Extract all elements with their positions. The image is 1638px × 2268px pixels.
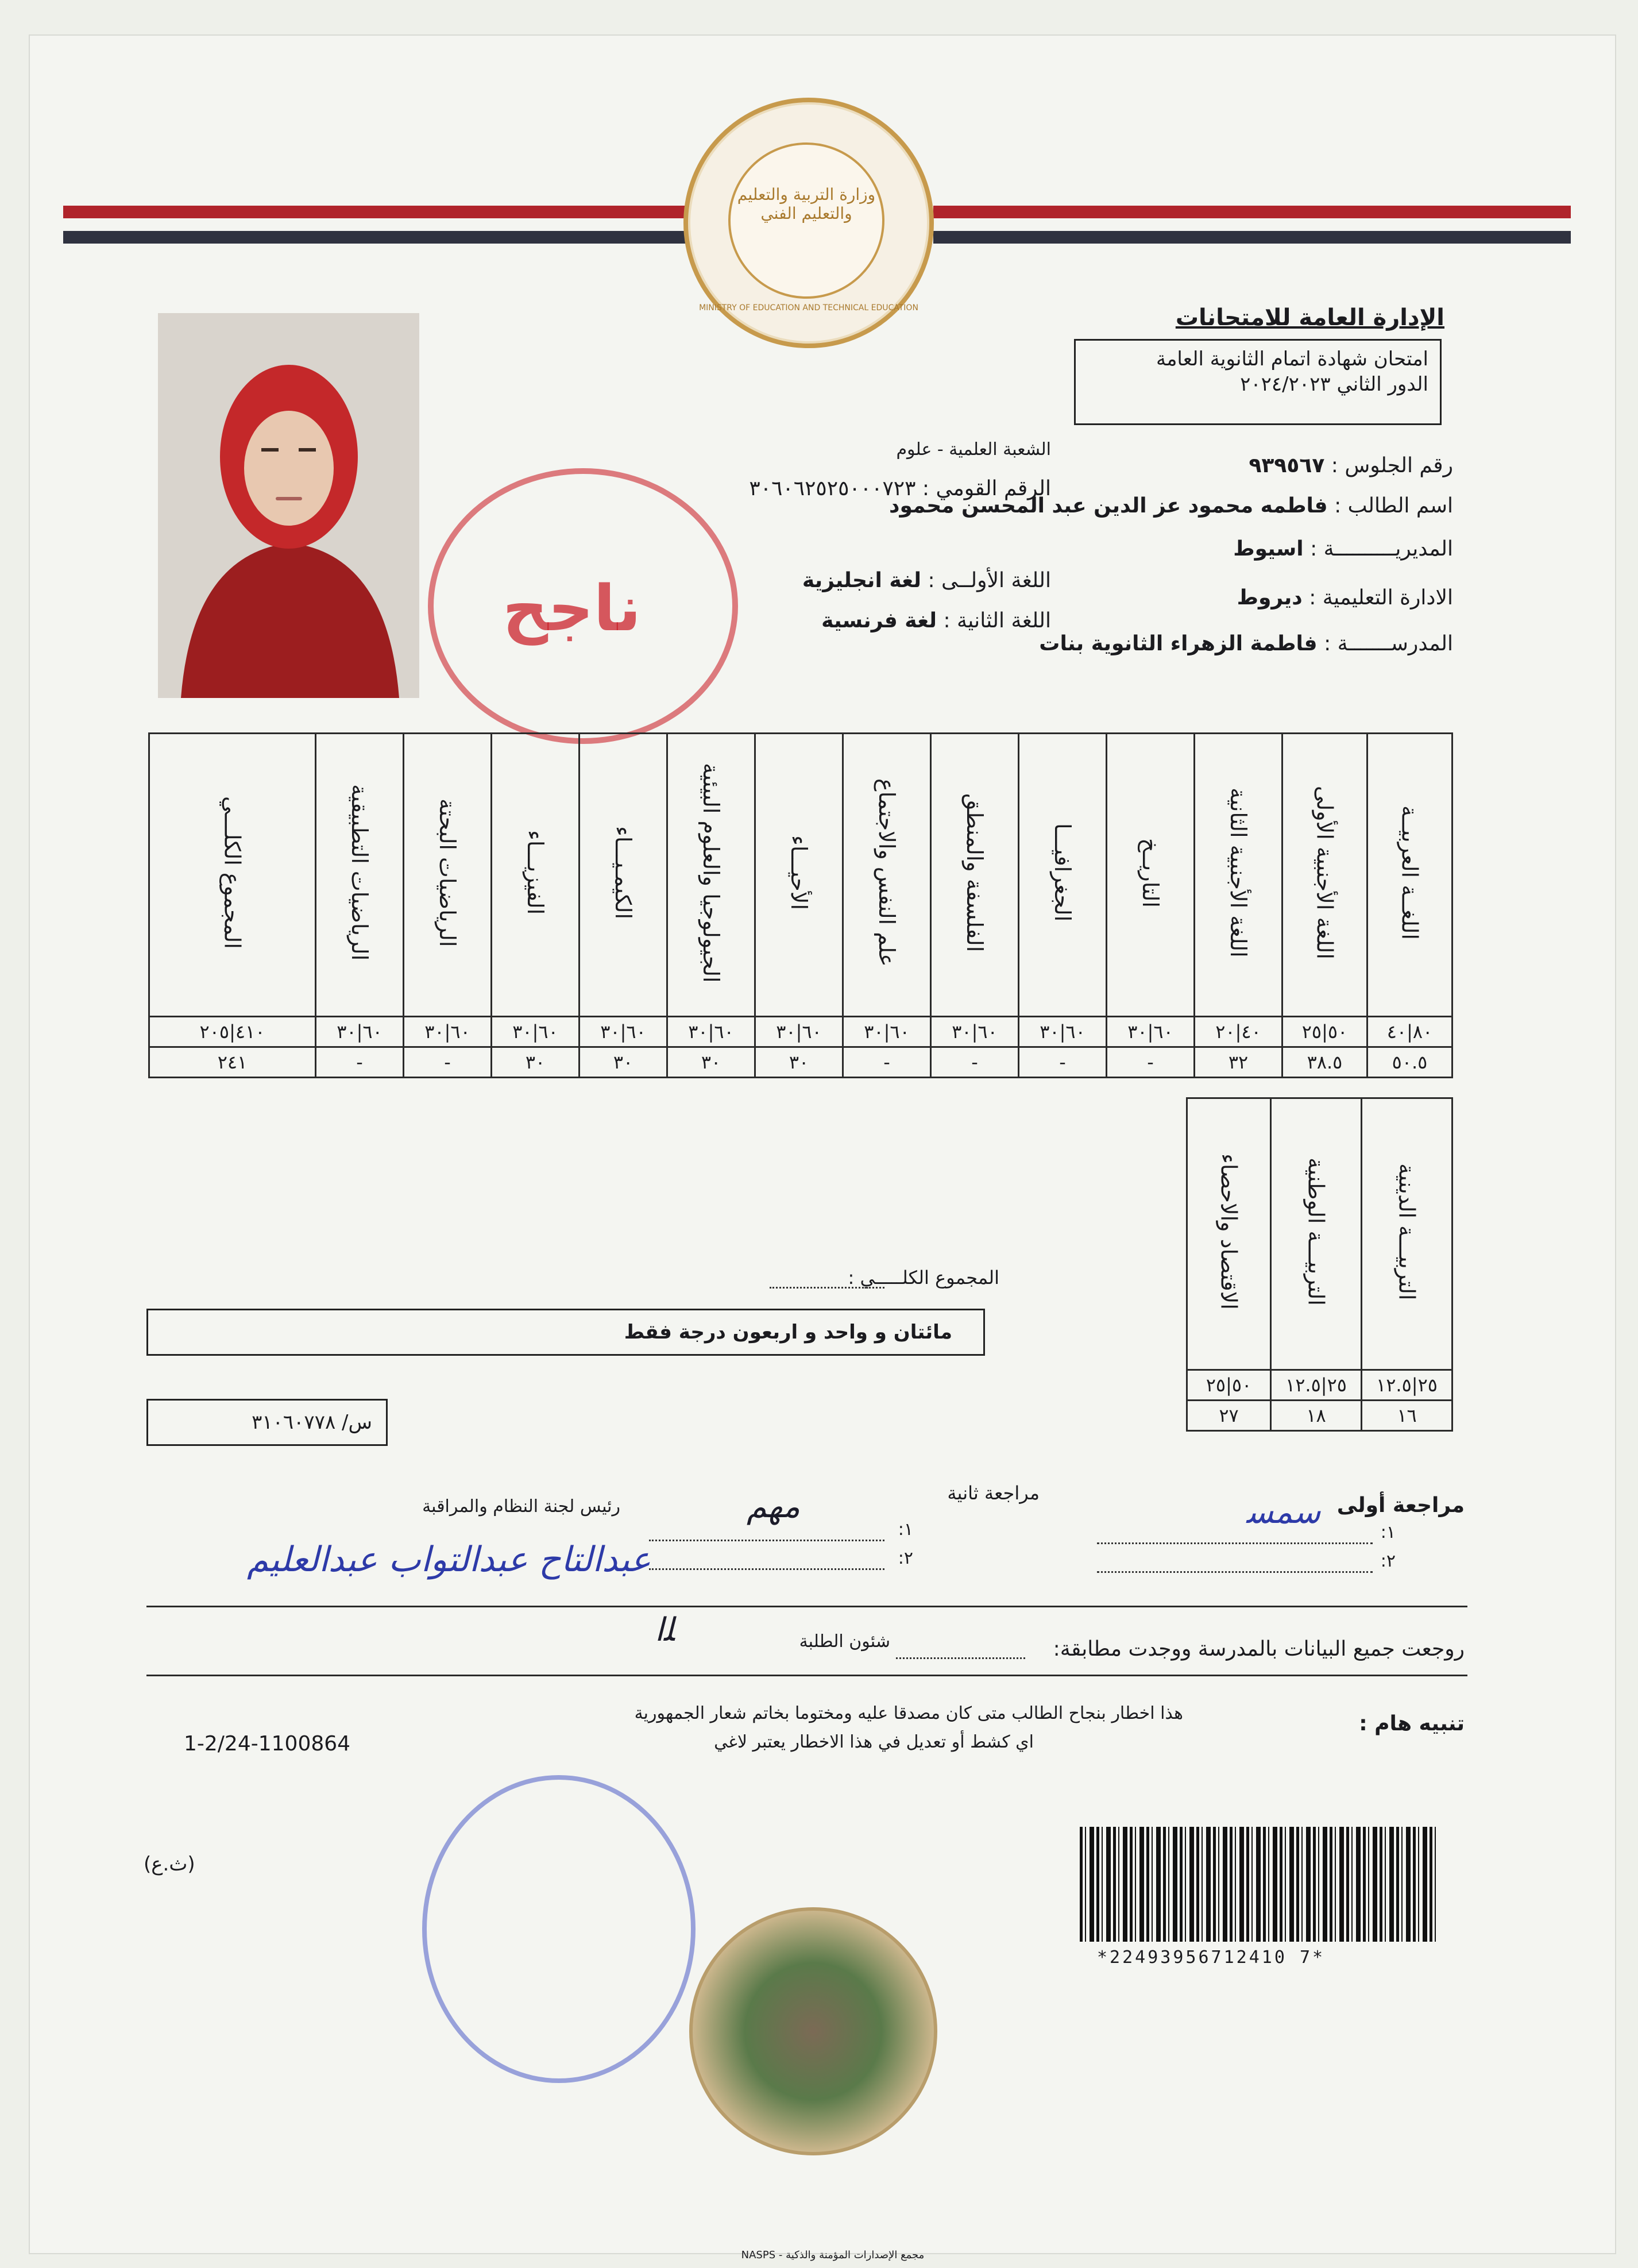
subject-header: الرياضيات البحتة bbox=[404, 734, 492, 1017]
max-min-cell: ٦٠|٣٠ bbox=[404, 1017, 492, 1047]
total-words: مائتان و واحد و اربعون درجة فقط bbox=[624, 1321, 952, 1344]
max-min-cell: ٦٠|٣٠ bbox=[316, 1017, 404, 1047]
first-review-signature: ﺳﻤﺴ bbox=[1246, 1494, 1321, 1531]
footer-text: مجمع الإصدارات المؤمنة والذكية - NASPS bbox=[741, 2249, 925, 2261]
score-cell: - bbox=[843, 1047, 931, 1078]
subject-header: اللغة الأجنبية الثانية bbox=[1195, 734, 1282, 1017]
score-cell: ٣٠ bbox=[580, 1047, 667, 1078]
subject-header: الأحيـــاء bbox=[755, 734, 843, 1017]
subject-header: الجيولوجيا والعلوم البيئية bbox=[667, 734, 755, 1017]
name-value: فاطمه محمود عز الدين عبد المحسن محمود bbox=[889, 494, 1328, 518]
max-min-cell: ٦٠|٣٠ bbox=[580, 1017, 667, 1047]
serial-number: س/ ٣١٠٦٠٧٧٨ bbox=[252, 1411, 372, 1434]
score-cell: ٣٠ bbox=[755, 1047, 843, 1078]
barcode-number: *22493956712410 7* bbox=[1097, 1947, 1326, 1968]
official-stamp bbox=[422, 1775, 696, 2083]
national-id-row bbox=[632, 477, 1051, 500]
lang2-value: لغة فرنسية bbox=[821, 609, 937, 632]
subject-header: اللغة الأجنبية الأولى bbox=[1282, 734, 1367, 1017]
score-cell: ٣٠ bbox=[667, 1047, 755, 1078]
section-divider-2 bbox=[146, 1675, 1467, 1676]
extra-max-min-cell: ٥٠|٢٥ bbox=[1187, 1370, 1271, 1401]
committee-head-label: رئيس لجنة النظام والمراقبة bbox=[422, 1496, 620, 1517]
exam-line2: الدور الثاني ٢٠٢٤/٢٠٢٣ bbox=[1240, 373, 1428, 396]
extra-score-cell: ٢٧ bbox=[1187, 1401, 1271, 1431]
first-review-n1: ١: bbox=[1380, 1522, 1396, 1542]
notice-line2: اي كشط أو تعديل في هذا الاخطار يعتبر لاغي bbox=[714, 1732, 1034, 1752]
max-min-cell: ٦٠|٣٠ bbox=[931, 1017, 1019, 1047]
student-affairs-label: شئون الطلبة bbox=[799, 1631, 890, 1652]
subject-header: الفيزيـــاء bbox=[492, 734, 580, 1017]
student-portrait-icon bbox=[158, 313, 419, 698]
directorate-value: اسيوط bbox=[1233, 537, 1304, 561]
extra-max-min-cell: ٢٥|١٢.٥ bbox=[1362, 1370, 1452, 1401]
max-min-cell: ٦٠|٣٠ bbox=[492, 1017, 580, 1047]
subject-header: التاريــخ bbox=[1107, 734, 1195, 1017]
total-label-dots bbox=[770, 1287, 884, 1289]
score-cell: ٣٢ bbox=[1195, 1047, 1282, 1078]
department-title: الإدارة العامة للامتحانات bbox=[1175, 304, 1444, 331]
pass-stamp-text: ناجح bbox=[503, 572, 642, 645]
name-label: اسم الطالب : bbox=[1334, 494, 1453, 518]
extra-grades-table bbox=[1186, 1097, 1453, 1432]
exam-box bbox=[1074, 339, 1442, 425]
notice-line1: هذا اخطار بنجاح الطالب متى كان مصدقا عليه ومختوما بخاتم شعار الجمهورية bbox=[634, 1703, 1183, 1723]
serial-box bbox=[146, 1399, 388, 1446]
extra-subject-header: الاقتصاد والاحصاء bbox=[1187, 1098, 1271, 1370]
score-cell: - bbox=[316, 1047, 404, 1078]
national-label: الرقم القومي : bbox=[922, 477, 1051, 500]
max-min-cell: ٦٠|٣٠ bbox=[667, 1017, 755, 1047]
score-cell: ٥٠.٥ bbox=[1367, 1047, 1452, 1078]
seat-value: ٩٣٩٥٦٧ bbox=[1249, 454, 1325, 477]
score-cell: - bbox=[931, 1047, 1019, 1078]
te-mark: (ث.ع) bbox=[144, 1853, 195, 1876]
max-min-cell: ٤١٠|٢٠٥ bbox=[149, 1017, 316, 1047]
score-cell: ٢٤١ bbox=[149, 1047, 316, 1078]
second-review-line1 bbox=[649, 1540, 884, 1541]
lang1-value: لغة انجليزية bbox=[802, 569, 921, 592]
second-review-label: مراجعة ثانية bbox=[947, 1482, 1040, 1504]
extra-score-cell: ١٨ bbox=[1271, 1401, 1362, 1431]
subject-header: الرياضيات التطبيقية bbox=[316, 734, 404, 1017]
ministry-logo bbox=[683, 98, 934, 348]
logo-text-ar: وزارة التربية والتعليم والتعليم الفني bbox=[737, 185, 876, 223]
section-divider bbox=[146, 1606, 1467, 1607]
max-min-cell: ٦٠|٣٠ bbox=[1107, 1017, 1195, 1047]
exam-line1: امتحان شهادة اتمام الثانوية العامة bbox=[1156, 348, 1428, 371]
barcode bbox=[1080, 1827, 1436, 1942]
grades-table bbox=[148, 732, 1453, 1078]
subject-header: الجغرافيـــا bbox=[1019, 734, 1107, 1017]
header-stripe-dark-right bbox=[933, 231, 1571, 244]
verified-label: روجعت جميع البيانات بالمدرسة ووجدت مطابقة: bbox=[1053, 1637, 1465, 1661]
lang1-label: اللغة الأولــى : bbox=[928, 569, 1051, 592]
logo-text-en: MINISTRY OF EDUCATION AND TECHNICAL EDUCATION bbox=[699, 303, 918, 313]
first-review-line1 bbox=[1097, 1542, 1373, 1544]
total-words-box bbox=[146, 1309, 985, 1356]
score-cell: ٣٠ bbox=[492, 1047, 580, 1078]
total-label: المجموع الكلـــــي : bbox=[848, 1267, 999, 1289]
extra-subject-header: التربيـــة الوطنية bbox=[1271, 1098, 1362, 1370]
directorate-row bbox=[913, 537, 1453, 561]
max-min-cell: ٤٠|٢٠ bbox=[1195, 1017, 1282, 1047]
lang1-row bbox=[660, 569, 1051, 592]
header-stripe-red-left bbox=[63, 206, 689, 218]
school-label: المدرســـــــة : bbox=[1324, 632, 1453, 655]
lang2-row bbox=[660, 609, 1051, 632]
verified-dots bbox=[896, 1657, 1025, 1659]
directorate-label: المديريــــــــــة : bbox=[1310, 537, 1453, 561]
branch: الشعبة العلمية - علوم bbox=[896, 439, 1051, 460]
eagle-emblem-icon bbox=[728, 142, 884, 299]
max-min-cell: ٨٠|٤٠ bbox=[1367, 1017, 1452, 1047]
committee-head-signature: عبدالتاح عبدالتواب عبدالعليم bbox=[247, 1540, 651, 1580]
school-row bbox=[913, 632, 1453, 655]
header-stripe-red-right bbox=[933, 206, 1571, 218]
max-min-cell: ٥٠|٢٥ bbox=[1282, 1017, 1367, 1047]
max-min-cell: ٦٠|٣٠ bbox=[755, 1017, 843, 1047]
score-cell: - bbox=[404, 1047, 492, 1078]
max-min-cell: ٦٠|٣٠ bbox=[843, 1017, 931, 1047]
header-stripe-dark-left bbox=[63, 231, 689, 244]
first-review-n2: ٢: bbox=[1380, 1551, 1396, 1571]
first-review-label: مراجعة أولى bbox=[1336, 1494, 1465, 1517]
score-cell: - bbox=[1107, 1047, 1195, 1078]
second-review-signature: ﻣﻬﻢ bbox=[747, 1488, 801, 1525]
school-value: فاطمة الزهراء الثانوية بنات bbox=[1039, 632, 1318, 655]
student-affairs-signature: ﻠا bbox=[655, 1611, 675, 1649]
extra-score-cell: ١٦ bbox=[1362, 1401, 1452, 1431]
notice-code: 1-2/24-1100864 bbox=[184, 1732, 351, 1756]
admin-label: الادارة التعليمية : bbox=[1309, 586, 1453, 610]
max-min-cell: ٦٠|٣٠ bbox=[1019, 1017, 1107, 1047]
subject-header: الكيمـيـــاء bbox=[580, 734, 667, 1017]
subject-header: اللغــة العربيــة bbox=[1367, 734, 1452, 1017]
national-value: ٣٠٦٠٦٢٥٢٥٠٠٠٧٢٣ bbox=[749, 477, 916, 500]
second-review-line2 bbox=[649, 1568, 884, 1570]
score-cell: ٣٨.٥ bbox=[1282, 1047, 1367, 1078]
second-review-n1: ١: bbox=[898, 1519, 913, 1540]
lang2-label: اللغة الثانية : bbox=[943, 609, 1051, 632]
notice-label: تنبيه هام : bbox=[1359, 1712, 1465, 1735]
student-photo bbox=[158, 313, 419, 698]
hologram-seal-icon bbox=[689, 1907, 937, 2155]
total-header: المجموع الكلـــي bbox=[149, 734, 316, 1017]
seat-label: رقم الجلوس : bbox=[1331, 454, 1453, 477]
score-cell: - bbox=[1019, 1047, 1107, 1078]
second-review-n2: ٢: bbox=[898, 1548, 913, 1568]
first-review-line2 bbox=[1097, 1571, 1373, 1573]
subject-header: علم النفس والاجتماع bbox=[843, 734, 931, 1017]
extra-subject-header: التربيـــة الدينية bbox=[1362, 1098, 1452, 1370]
admin-value: ديروط bbox=[1237, 586, 1303, 610]
extra-max-min-cell: ٢٥|١٢.٥ bbox=[1271, 1370, 1362, 1401]
subject-header: الفلسفة والمنطق bbox=[931, 734, 1019, 1017]
